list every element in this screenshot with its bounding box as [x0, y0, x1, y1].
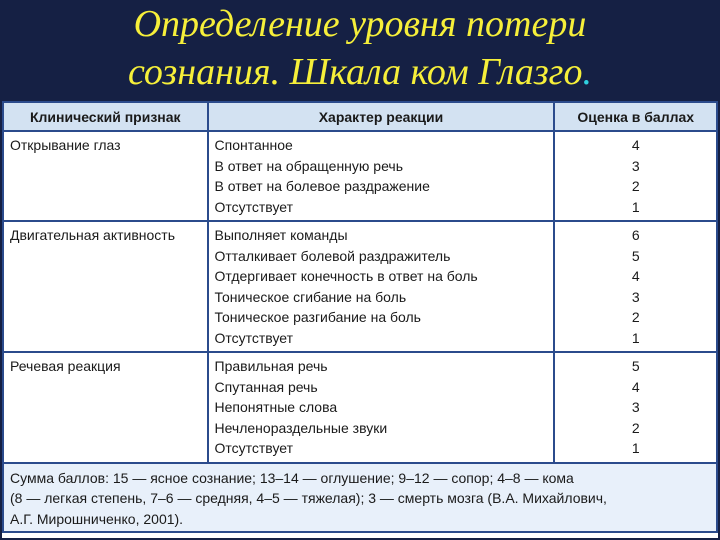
score-value: 1 [631, 440, 640, 456]
table-row [3, 352, 717, 463]
score-value: 5 [631, 247, 640, 264]
clinical-sign-cell: Открывание глаз [3, 131, 208, 221]
footer-line: (8 — легкая степень, 7–6 — средняя, 4–5 — тяжелая); 3 — смерть мозга (В.А. Михайлович, [10, 490, 607, 506]
reaction-item: Спутанная речь [214, 378, 318, 395]
table-header-row [3, 102, 717, 131]
reaction-cell [208, 221, 555, 352]
table-row [3, 221, 717, 352]
glasgow-scale-table-container [2, 101, 718, 538]
score-value: 6 [631, 227, 640, 243]
reaction-item: Отсутствует [214, 329, 294, 346]
reaction-item: В ответ на обращенную речь [214, 157, 404, 174]
header-clinical-sign: Клинический признак [3, 102, 208, 131]
score-cell [554, 352, 717, 463]
score-value: 3 [631, 157, 640, 174]
reaction-item: Выполняет команды [214, 227, 348, 243]
score-value: 1 [631, 329, 640, 346]
title-dot: . [582, 51, 592, 93]
reaction-item: Непонятные слова [214, 399, 338, 415]
reaction-item: Нечленораздельные звуки [214, 419, 388, 436]
reaction-item: Отсутствует [214, 198, 294, 215]
table-row [3, 131, 717, 221]
score-value: 4 [631, 268, 640, 284]
slide-title-line-2: сознания. Шкала ком Глазго. [127, 51, 592, 93]
header-reaction-type: Характер реакции [208, 102, 555, 131]
footer-line: Сумма баллов: 15 — ясное сознание; 13–14 — оглушение; 9–12 — сопор; 4–8 — кома [10, 469, 574, 486]
slide-title-line-1: Определение уровня потери [133, 3, 587, 45]
reaction-item: В ответ на болевое раздражение [214, 178, 430, 194]
score-value: 3 [631, 399, 640, 415]
score-value: 2 [631, 309, 640, 325]
title-block [0, 0, 720, 100]
reaction-item: Спонтанное [214, 137, 293, 153]
score-value: 4 [631, 378, 640, 395]
header-score: Оценка в баллах [554, 102, 717, 131]
score-value: 1 [631, 198, 640, 215]
reaction-item: Отталкивает болевой раздражитель [214, 247, 451, 264]
score-value: 2 [631, 419, 640, 436]
score-cell [554, 221, 717, 352]
footer-line: А.Г. Мирошниченко, 2001). [10, 510, 184, 527]
score-value: 2 [631, 178, 640, 194]
clinical-sign-cell: Двигательная активность [3, 221, 208, 352]
reaction-item: Отсутствует [214, 440, 294, 456]
reaction-item: Правильная речь [214, 358, 328, 374]
reaction-item: Тоническое сгибание на боль [214, 288, 407, 305]
reaction-cell [208, 352, 555, 463]
clinical-sign-cell: Речевая реакция [3, 352, 208, 463]
score-value: 3 [631, 288, 640, 305]
glasgow-scale-table [2, 101, 718, 464]
reaction-cell [208, 131, 555, 221]
score-value: 4 [631, 137, 640, 153]
reaction-item: Отдергивает конечность в ответ на боль [214, 268, 478, 284]
score-cell [554, 131, 717, 221]
reaction-item: Тоническое разгибание на боль [214, 309, 421, 325]
score-interpretation-note [2, 464, 718, 534]
score-value: 5 [631, 358, 640, 374]
